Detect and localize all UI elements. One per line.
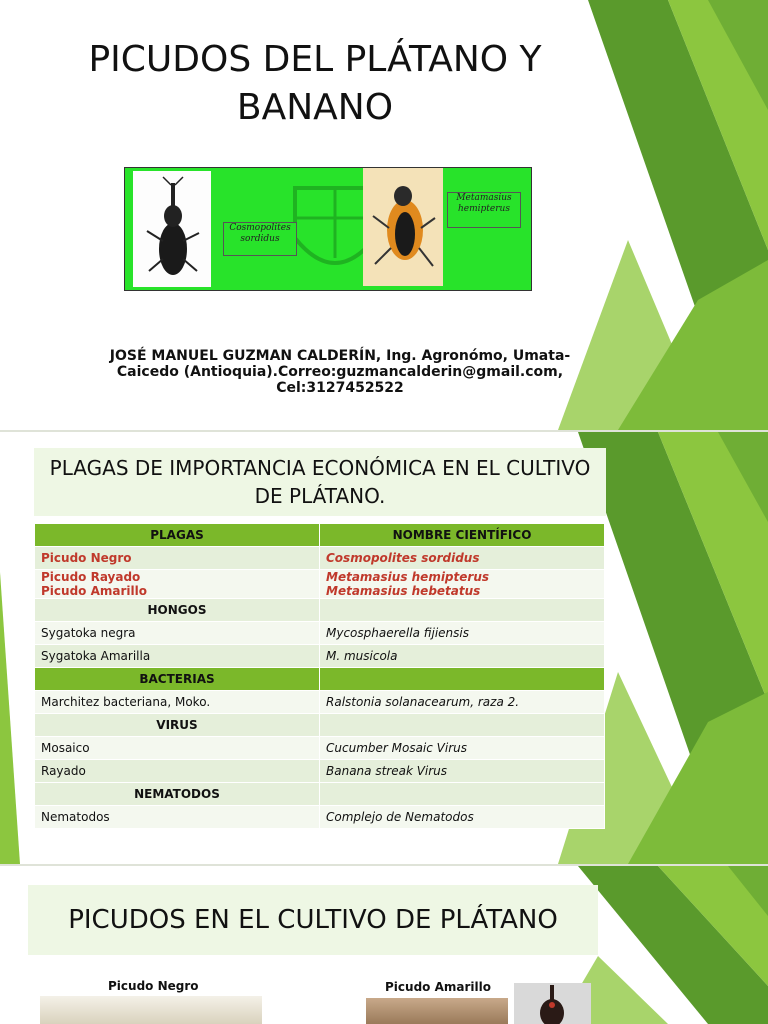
black-weevil-photo <box>133 171 211 287</box>
pest-name-line: Picudo Amarillo <box>41 584 147 598</box>
pest-name: Mosaico <box>35 737 320 760</box>
slide-title-text: PICUDOS EN EL CULTIVO DE PLÁTANO <box>68 905 558 935</box>
yellow-weevil-photo <box>366 998 508 1024</box>
section-row <box>35 714 605 737</box>
slide-title-box <box>28 885 598 955</box>
empty-cell <box>320 783 605 806</box>
slide-title-text: PLAGAS DE IMPORTANCIA ECONÓMICA EN EL CULTIVO DE PLÁTANO. <box>49 456 591 508</box>
label-metamasius: Metamasius hemipterus <box>447 192 521 228</box>
slide-title <box>0 0 768 430</box>
weevil-closeup-photo <box>514 983 591 1024</box>
scientific-name-line: Metamasius hebetatus <box>326 584 481 598</box>
header-plagas: PLAGAS <box>35 524 320 547</box>
table-row <box>35 737 605 760</box>
author-info: JOSÉ MANUEL GUZMAN CALDERÍN, Ing. Agronómo, Umata-Caicedo (Antioquia).Correo:guzmancalderin@gmail.com, Cel:3127452522 <box>109 348 571 396</box>
slide-title-text: PICUDOS DEL PLÁTANO Y BANANO <box>88 39 542 128</box>
scientific-name: Complejo de Nematodos <box>320 806 605 829</box>
section-label: NEMATODOS <box>35 783 320 806</box>
scientific-name: Cosmopolites sordidus <box>320 547 605 570</box>
table-header-row <box>35 524 605 547</box>
section-label: BACTERIAS <box>35 668 320 691</box>
caption-picudo-amarillo: Picudo Amarillo <box>385 980 491 994</box>
left-stripe-decoration <box>0 432 30 864</box>
slide-pest-table <box>0 432 768 864</box>
pest-name: Sygatoka negra <box>35 622 320 645</box>
scientific-name: M. musicola <box>320 645 605 668</box>
beetle-icon <box>363 168 443 286</box>
scientific-name: Ralstonia solanacearum, raza 2. <box>320 691 605 714</box>
scientific-name-line: Metamasius hemipterus <box>326 570 490 584</box>
section-row <box>35 599 605 622</box>
table-row <box>35 622 605 645</box>
section-label: VIRUS <box>35 714 320 737</box>
empty-cell <box>320 714 605 737</box>
table-row <box>35 645 605 668</box>
table-row <box>35 570 605 599</box>
slide-title-box <box>34 448 606 516</box>
scientific-name: Mycosphaerella fijiensis <box>320 622 605 645</box>
section-row <box>35 783 605 806</box>
table-row <box>35 806 605 829</box>
pest-name <box>35 570 320 599</box>
pest-name: Rayado <box>35 760 320 783</box>
header-nombre-cientifico: NOMBRE CIENTÍFICO <box>320 524 605 547</box>
beetle-banner-image <box>124 167 532 291</box>
table-row <box>35 760 605 783</box>
striped-weevil-photo <box>363 168 443 286</box>
pest-name: Picudo Negro <box>35 547 320 570</box>
pest-name: Nematodos <box>35 806 320 829</box>
section-label: HONGOS <box>35 599 320 622</box>
beetle-icon <box>133 171 211 287</box>
scientific-name: Cucumber Mosaic Virus <box>320 737 605 760</box>
empty-cell <box>320 668 605 691</box>
scientific-name <box>320 570 605 599</box>
caption-picudo-negro: Picudo Negro <box>108 979 199 993</box>
label-cosmopolites: Cosmopolites sordidus <box>223 222 297 256</box>
section-row <box>35 668 605 691</box>
pest-table <box>34 523 605 829</box>
black-weevil-photo <box>40 996 262 1024</box>
table-row <box>35 547 605 570</box>
slide-weevils <box>0 866 768 1024</box>
empty-cell <box>320 599 605 622</box>
pest-name: Marchitez bacteriana, Moko. <box>35 691 320 714</box>
beetle-icon <box>514 983 591 1024</box>
scientific-name: Banana streak Virus <box>320 760 605 783</box>
pest-name-line: Picudo Rayado <box>41 570 141 584</box>
pest-name: Sygatoka Amarilla <box>35 645 320 668</box>
table-row <box>35 691 605 714</box>
